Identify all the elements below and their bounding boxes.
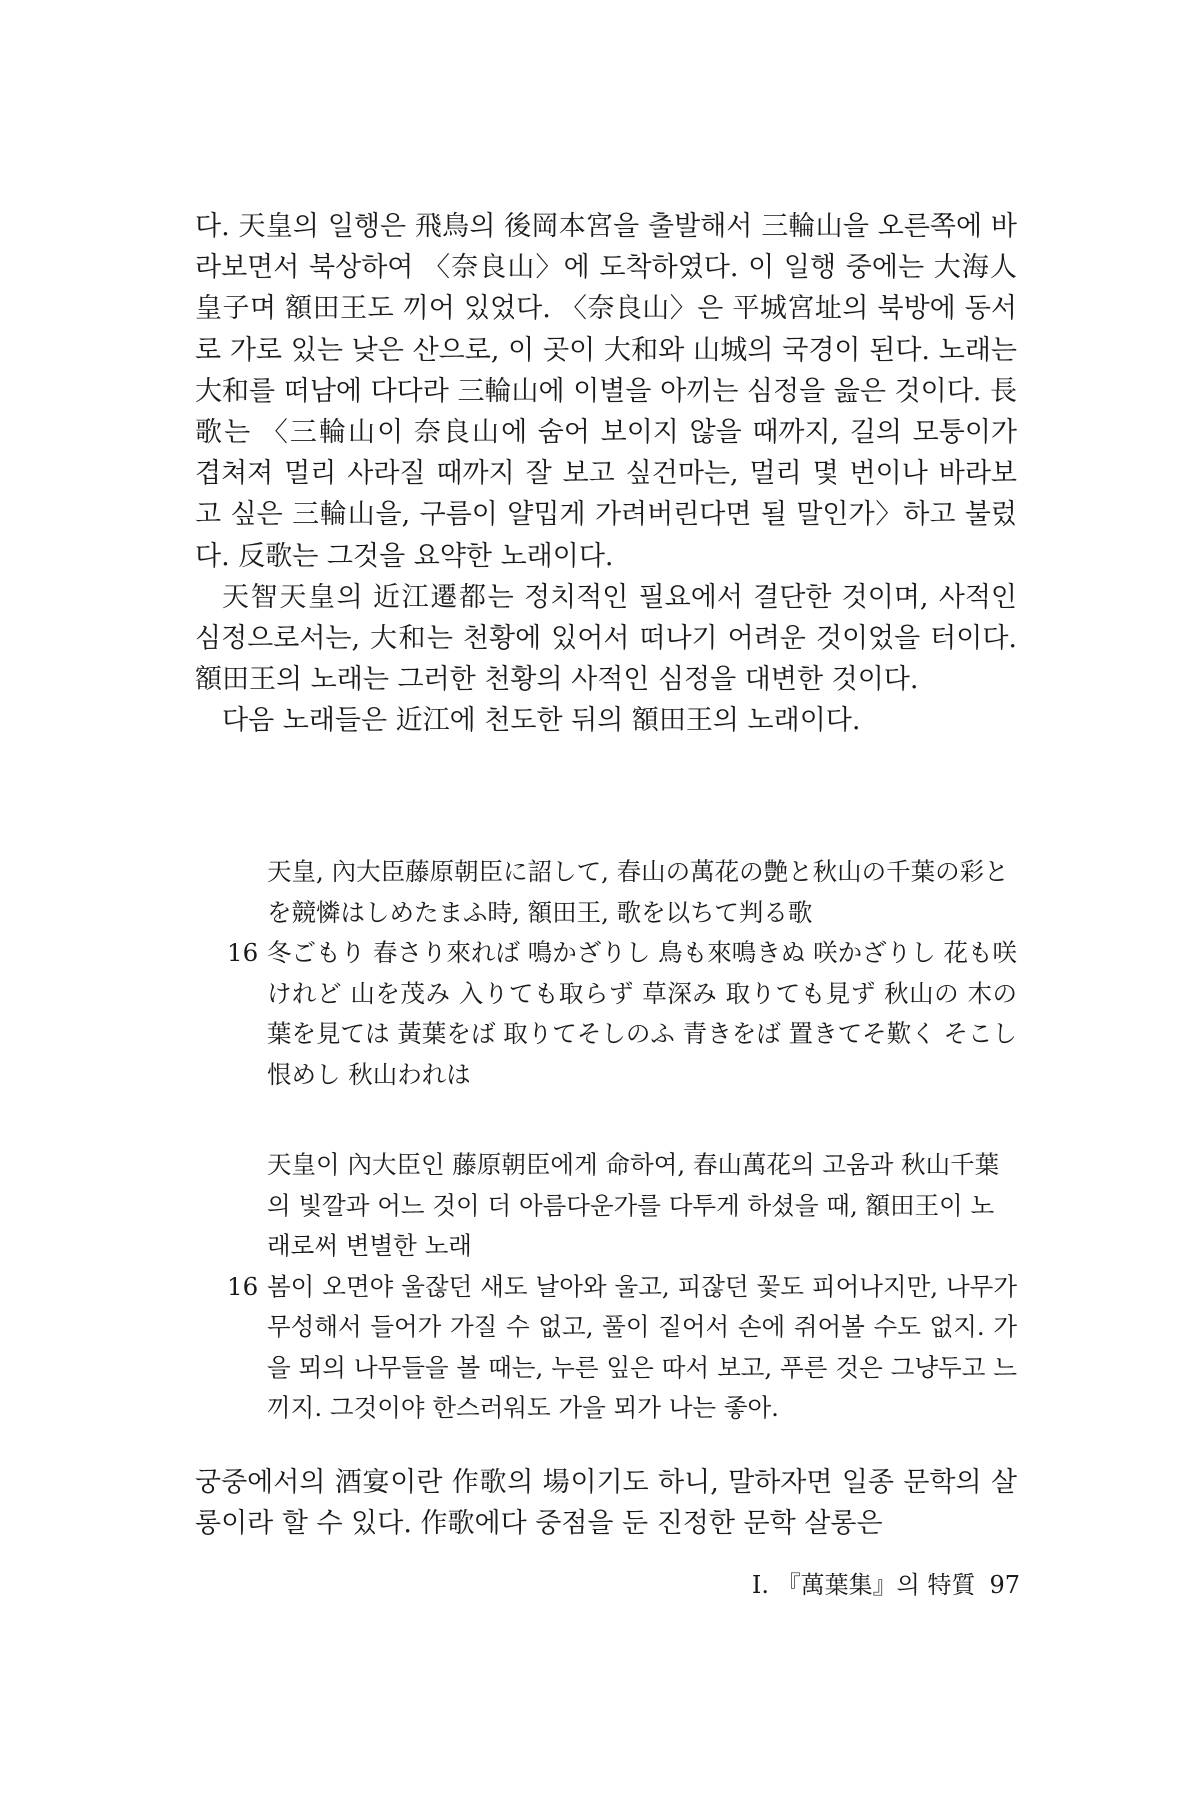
paragraph: 궁중에서의 酒宴이란 作歌의 場이기도 하니, 말하자면 일종 문학의 살롱이라 할 수 있다. 作歌에다 중점을 둔 진정한 문학 살롱은 — [195, 1467, 1017, 1540]
page-number: 97 — [989, 1571, 1020, 1599]
paragraph: 다. 天皇의 일행은 飛鳥의 後岡本宮을 출발해서 三輪山을 오른쪽에 바라보면서 북상하여 〈奈良山〉에 도착하였다. 이 일행 중에는 大海人皇子며 額田王도 끼어 있었다. 〈奈良山〉은 平城宮址의 북방에 동서로 가로 있는 낮은 산으로, 이 곳이 大和와 山城의 국경이 된다. 노래는 大和를 떠남에 다다라 三輪山에 이별을 아끼는 심정을 읊은 것이다. 長歌는 〈三輪山이 奈良山에 숨어 보이지 않을 때까지, 길의 모퉁이가 겹쳐져 멀리 사라질 때까지 잘 보고 싶건마는, 멀리 몇 번이나 바라보고 싶은 三輪山을, 구름이 얄밉게 가려버린다면 될 말인가〉하고 불렀다. 反歌는 그것을 요약한 노래이다. — [195, 211, 1017, 572]
body-text-bottom — [195, 1462, 1017, 1544]
running-footer — [700, 1565, 1020, 1600]
poem-japanese — [227, 852, 1017, 1095]
paragraph: 다음 노래들은 近江에 천도한 뒤의 額田王의 노래이다. — [222, 705, 861, 737]
poem-number: 16 — [227, 938, 259, 967]
poem-text-japanese: 冬ごもり 春さり來れば 鳴かざりし 鳥も來鳴きぬ 咲かざりし 花も咲けれど 山を茂み 入りても取らず 草深み 取りても見ず 秋山の 木の葉を見ては 黃葉をば 取りてそしのふ 青きをば 置きてそ歎く そこし恨めし 秋山われは — [267, 938, 1017, 1089]
poem-text-korean: 봄이 오면야 울잖던 새도 날아와 울고, 피잖던 꽃도 피어나지만, 나무가 무성해서 들어가 가질 수 없고, 풀이 짙어서 손에 쥐어볼 수도 없지. 가을 뫼의 나무들을 볼 때는, 누른 잎은 따서 보고, 푸른 것은 그냥두고 느끼지. 그것이야 한스러워도 가을 뫼가 나는 좋아. — [267, 1271, 1017, 1422]
poem-heading-japanese: 天皇, 內大臣藤原朝臣に詔して, 春山の萬花の艶と秋山の千葉の彩とを競憐はしめたまふ時, 額田王, 歌を以ちて判る歌 — [267, 857, 1009, 927]
poem-number: 16 — [227, 1271, 259, 1301]
poem-korean — [227, 1145, 1017, 1429]
poem-verse-korean — [227, 1267, 1017, 1429]
paragraph: 天智天皇의 近江遷都는 정치적인 필요에서 결단한 것이며, 사적인 심정으로서는, 大和는 천황에 있어서 떠나기 어려운 것이었을 터이다. 額田王의 노래는 그러한 천황의 사적인 심정을 대변한 것이다. — [195, 581, 1017, 696]
poem-heading-korean: 天皇이 內大臣인 藤原朝臣에게 命하여, 春山萬花의 고움과 秋山千葉의 빛깔과 어느 것이 더 아름다운가를 다투게 하셨을 때, 額田王이 노래로써 변별한 노래 — [267, 1150, 1000, 1260]
poem-verse-japanese — [227, 933, 1017, 1095]
footer-section-title: I. 『萬葉集』의 特質 — [751, 1571, 976, 1599]
body-text-top — [195, 206, 1017, 742]
